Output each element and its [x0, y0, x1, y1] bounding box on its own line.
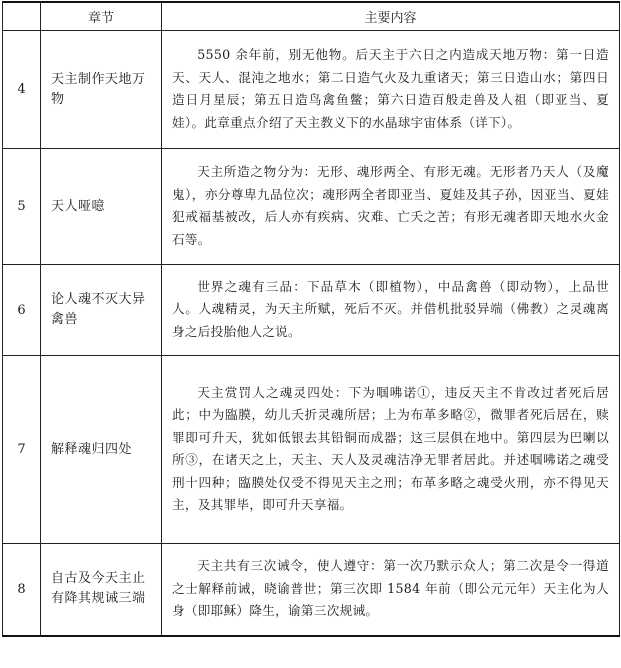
row-content: 5550 余年前，别无他物。后天主于六日之内造成天地万物：第一日造天、天人、混沌之地水；第二日造气火及九重诸天；第三日造山水；第四日造日月星辰；第五日造鸟禽鱼鳖；第六日造百般走兽及人祖（即亚当、夏娃）。此章重点介绍了天主教义下的水晶球宇宙体系（详下）。 [162, 31, 620, 149]
table-row [3, 544, 620, 636]
row-number: 4 [3, 31, 41, 149]
table-header [3, 2, 620, 31]
table-row [3, 356, 620, 544]
header-content: 主要内容 [162, 2, 620, 31]
row-chapter: 天人哑噫 [41, 149, 162, 265]
table-row [3, 149, 620, 265]
row-chapter: 解释魂归四处 [41, 356, 162, 544]
table-row [3, 31, 620, 149]
row-number: 8 [3, 544, 41, 636]
row-number: 5 [3, 149, 41, 265]
chapter-summary-table [2, 1, 620, 637]
row-content: 天主赏罚人之魂灵四处：下为啯咈诺①，违反天主不肯改过者死后居此；中为臨膜，幼儿夭折灵魂所居；上为布革多略②，微罪者死后居在，赎罪即可升天，犹如低银去其铅铜而成器；这三层俱在地中。第四层为巴喇以所③，在诸天之上，天主、天人及灵魂洁净无罪者居此。并述啯咈诺之魂受刑十四种；臨膜处仅受不得见天主之刑；布革多略之魂受火刑，亦不得见天主，及其罪毕，即可升天享福。 [162, 356, 620, 544]
row-chapter: 天主制作天地万物 [41, 31, 162, 149]
row-number: 7 [3, 356, 41, 544]
row-chapter: 论人魂不灭大异禽兽 [41, 265, 162, 356]
row-number: 6 [3, 265, 41, 356]
header-row [3, 2, 620, 31]
row-content: 世界之魂有三品：下品草木（即植物），中品禽兽（即动物），上品世人。人魂精灵，为天主所赋，死后不灭。并借机批驳异端（佛教）之灵魂离身之后投胎他人之说。 [162, 265, 620, 356]
table-body [3, 31, 620, 636]
row-content: 天主共有三次诫令，使人遵守：第一次乃默示众人；第二次是令一得道之士解释前诫，晓谕普世；第三次即 1584 年前（即公元元年）天主化为人身（即耶稣）降生，谕第三次规诫。 [162, 544, 620, 636]
header-number [3, 2, 41, 31]
table-row [3, 265, 620, 356]
row-content: 天主所造之物分为：无形、魂形两全、有形无魂。无形者乃天人（及魔鬼），亦分尊卑九品位次；魂形两全者即亚当、夏娃及其子孙，因亚当、夏娃犯戒福基被改，后人亦有疾病、灾难、亡夭之苦；有形无魂者即天地水火金石等。 [162, 149, 620, 265]
row-chapter: 自古及今天主止有降其规诫三端 [41, 544, 162, 636]
header-chapter: 章节 [41, 2, 162, 31]
